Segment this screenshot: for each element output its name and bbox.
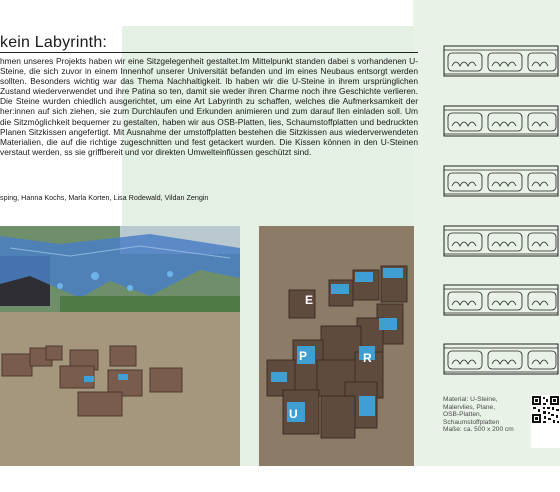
material-line-2: Malervlies, Plane, <box>443 403 496 411</box>
title-rule <box>0 52 418 53</box>
photo-letter-r: R <box>363 351 372 365</box>
photo-letter-p: P <box>299 349 308 363</box>
module-drawing-3 <box>442 164 560 198</box>
qr-code[interactable] <box>531 395 560 448</box>
module-drawing-6 <box>442 342 560 376</box>
module-drawing-1 <box>442 44 560 78</box>
module-drawing-5 <box>442 283 560 317</box>
photo-letter-e: E <box>305 293 314 307</box>
project-title: kein Labyrinth: <box>0 34 108 51</box>
cushions-photo <box>259 226 414 466</box>
installation-photo <box>0 226 240 466</box>
module-drawing-4 <box>442 224 560 258</box>
material-line-3: OSB-Platten, <box>443 411 482 419</box>
material-line-1: Material: U-Steine, <box>443 396 498 403</box>
material-caption <box>443 396 531 434</box>
project-description: hmen unseres Projekts haben wir eine Sitzgelegenheit gestaltet.Im Mittelpunkt standen dabei s vorhandenen U-Steine, die sich zuvor in einem Innenhof unserer Universität befanden und im eines Neubaus entsorgt werden sollten. Besonders wichtig war das Thema Nachhaltigkeit. lb haben wir die U-Steine in ihrem ursprünglichen Zustand wiederverwendet und ihre Patina so ten, damit sie weder ihren Charme noch ihre Geschichte verlieren. Die Steine wurden chiedlich ausgerichtet, um eine Art Labyrinth zu schaffen, welches die Aufmerksamkeit der her:innen auf sich ziehen, sie zum Durchlaufen und Erkunden animieren und zum darauf llen einladen soll. Um die Sitzmöglichkeit bequemer zu gestalten, haben wir aus OSB-Platten, lies, Schaumstoffplatten und bedruckten Planen Sitzkissen angefertigt. Mit Ausnahme der umstoffplatten bestehen die Sitzkissen aus wiederverwendeten Materialien, die auf die richtige zugeschnitten und fest getackert wurden. Die Kissen können in den U-Steinen verstaut werden, ss sie griffbereit und vor direkten Umwelteinflüssen geschützt sind. <box>0 56 418 157</box>
material-line-4: Schaumstoffplatten <box>443 418 500 426</box>
module-drawing-2 <box>442 104 560 138</box>
material-dimensions: Maße: ca. 500 x 200 cm <box>443 426 514 434</box>
photo-letter-u: U <box>289 407 298 421</box>
authors-line: sping, Hanna Kochs, Marla Korten, Lisa Rodewald, Vildan Zengin <box>0 193 209 202</box>
